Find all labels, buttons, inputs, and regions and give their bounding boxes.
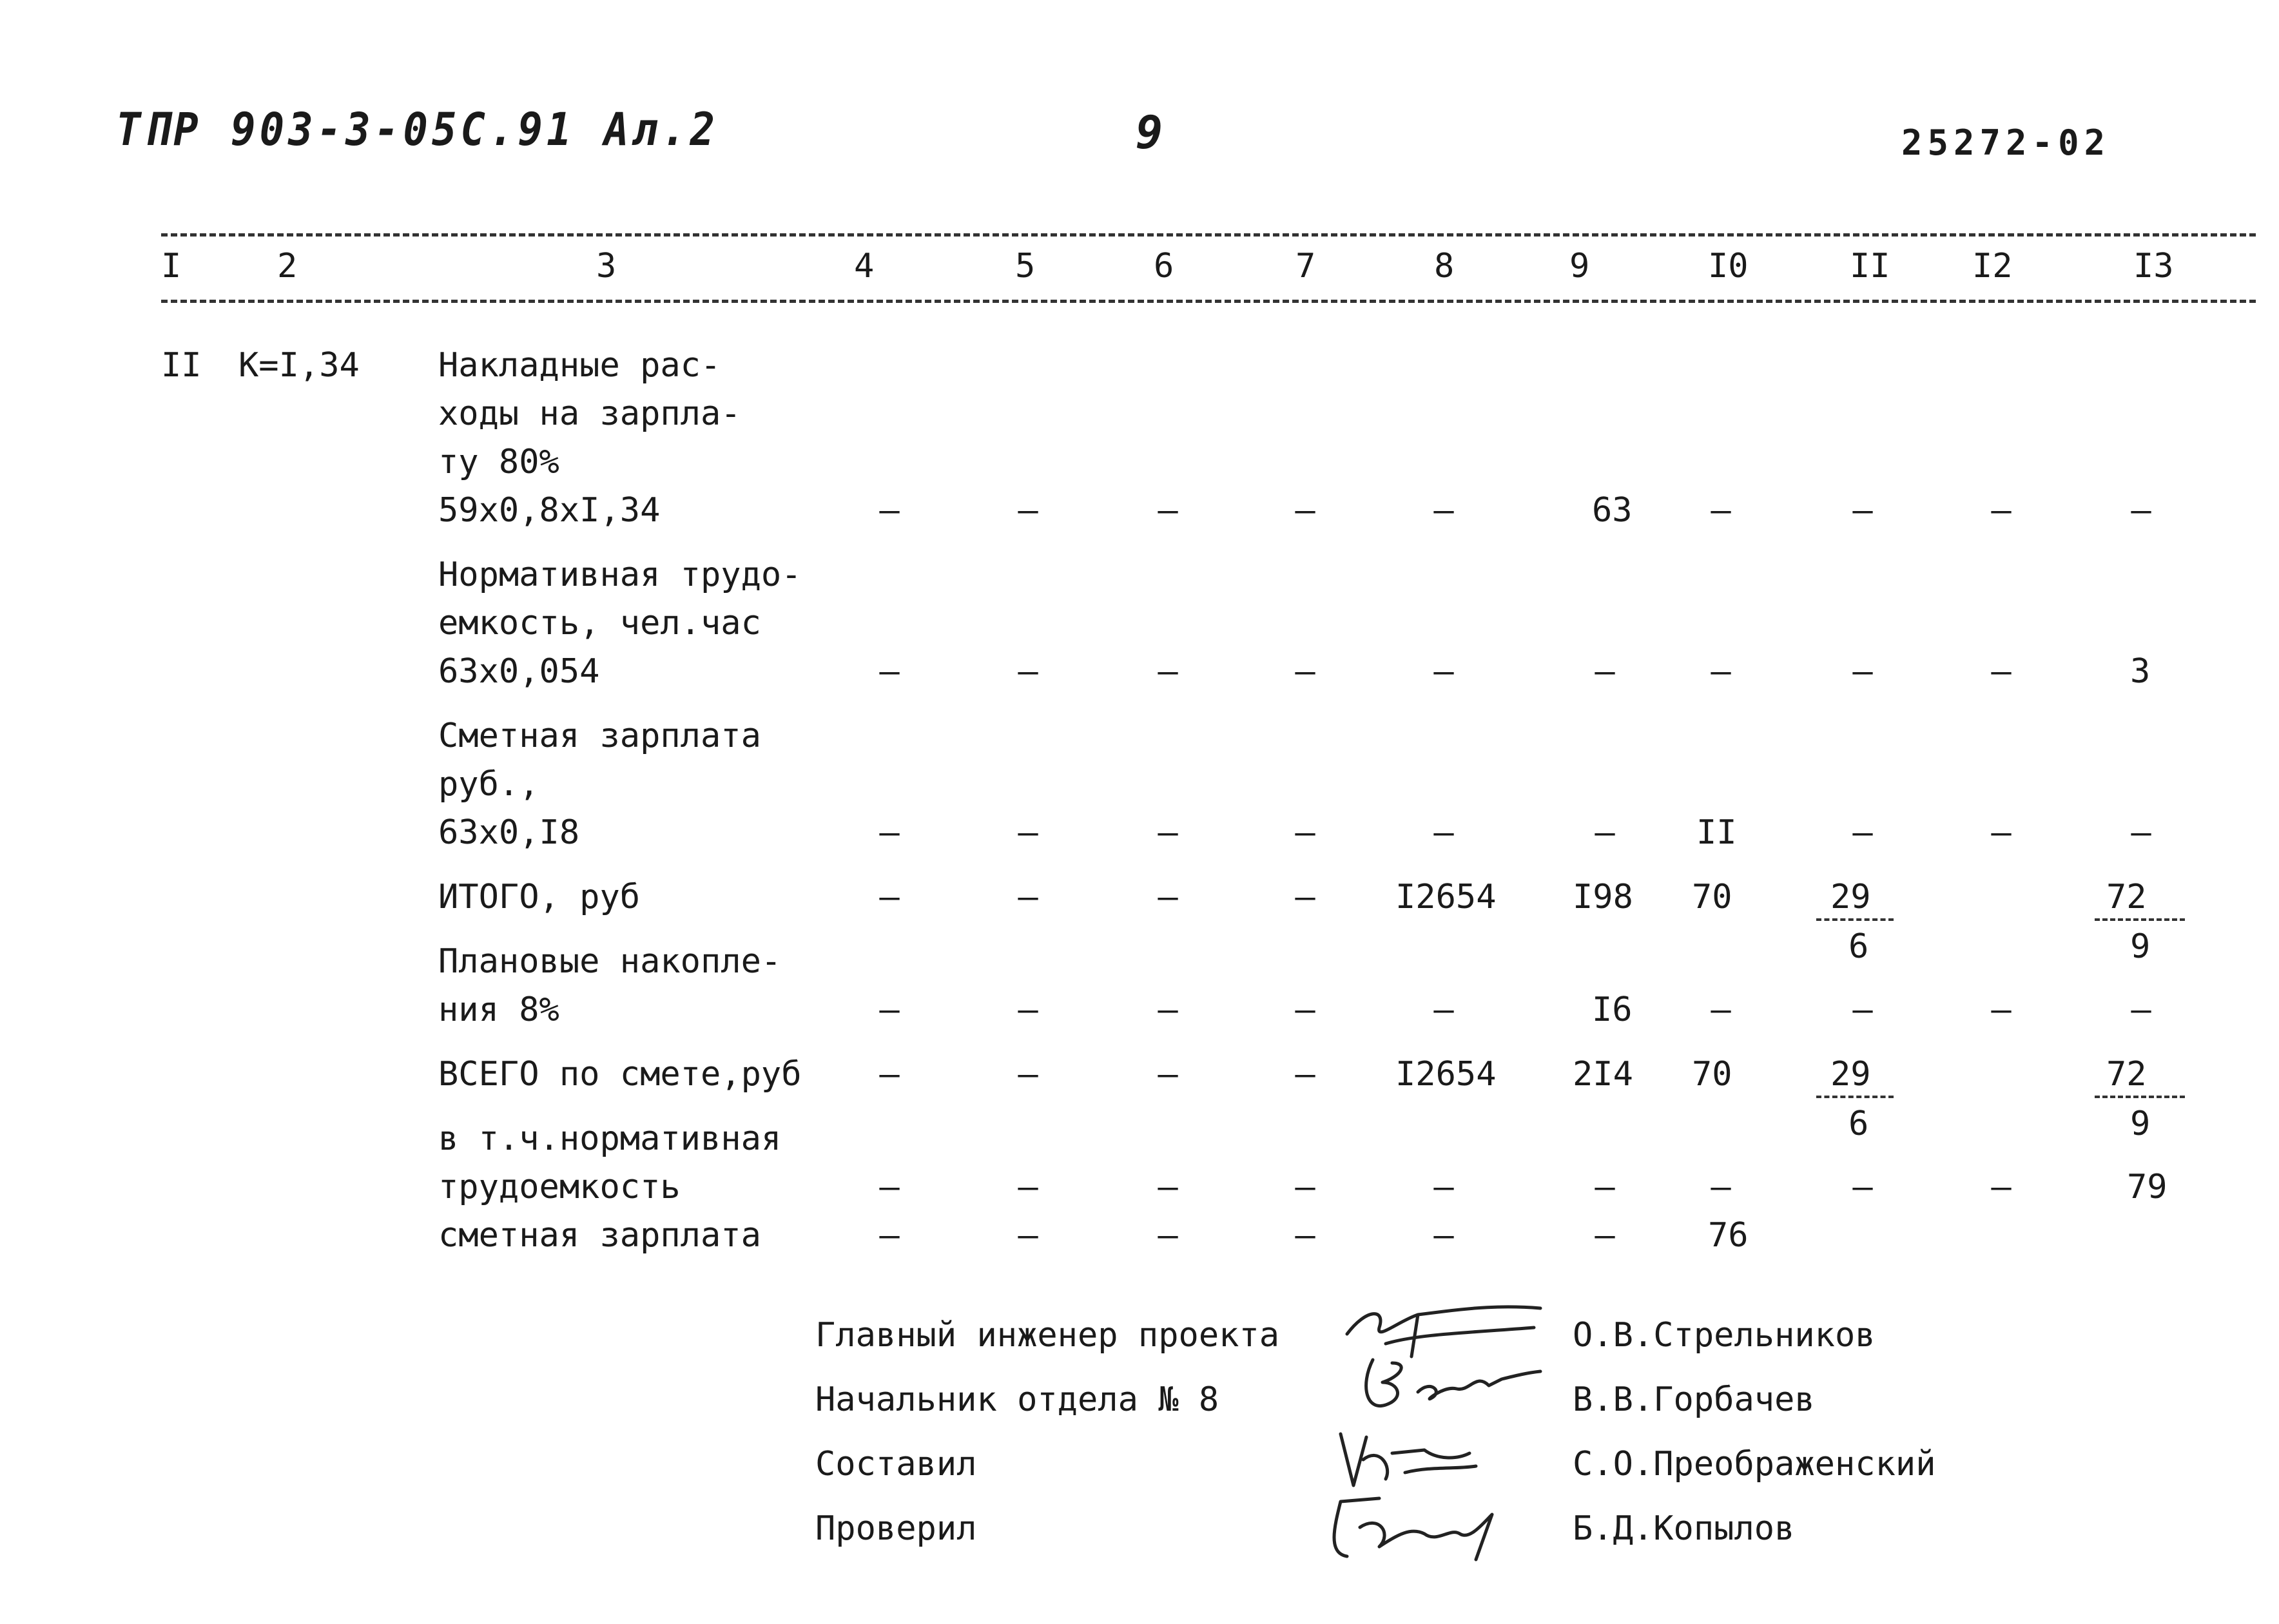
wage-label-2: руб., — [438, 765, 539, 804]
col-header-13: I3 — [2133, 247, 2174, 285]
overhead-c4: – — [879, 491, 900, 530]
total-c5: – — [1018, 878, 1038, 916]
grand-total-c9: 2I4 — [1573, 1055, 1633, 1094]
labor-c10: – — [1711, 652, 1731, 691]
overhead-c10: – — [1711, 491, 1731, 530]
col-header-4: 4 — [854, 247, 875, 285]
signatory-role-department-head: Начальник отдела № 8 — [815, 1380, 1219, 1419]
wage-c13: – — [2131, 813, 2151, 852]
wage-c12: – — [1991, 813, 2012, 852]
section-number: II — [161, 346, 202, 385]
including-labor-c9: – — [1595, 1168, 1615, 1206]
savings-label-1: Плановые накопле- — [438, 942, 782, 981]
signatory-role-compiled-by: Составил — [815, 1445, 977, 1484]
col-header-10: I0 — [1708, 247, 1749, 285]
labor-label-2: емкость, чел.час — [438, 604, 761, 643]
signatory-name-department-head: В.В.Горбачев — [1573, 1380, 1815, 1419]
savings-c6: – — [1158, 991, 1178, 1029]
savings-c7: – — [1295, 991, 1315, 1029]
wage-c4: – — [879, 813, 900, 852]
labor-c13: 3 — [2130, 652, 2151, 691]
including-wage-c8: – — [1433, 1216, 1454, 1255]
section-coefficient: К=I,34 — [238, 346, 360, 385]
including-labor-c8: – — [1433, 1168, 1454, 1206]
grand-total-c5: – — [1018, 1055, 1038, 1094]
including-labor-label: трудоемкость — [438, 1168, 681, 1206]
col-header-11: II — [1850, 247, 1890, 285]
savings-c5: – — [1018, 991, 1038, 1029]
overhead-c13: – — [2131, 491, 2151, 530]
grand-total-c8: I2654 — [1395, 1055, 1497, 1094]
savings-label-2: ния 8% — [438, 991, 559, 1029]
col-header-12: I2 — [1972, 247, 2013, 285]
wage-c8: – — [1433, 813, 1454, 852]
col-header-6: 6 — [1154, 247, 1174, 285]
wage-c9: – — [1595, 813, 1615, 852]
wage-label-1: Сметная зарплата — [438, 717, 761, 755]
overhead-label-3: ту 80% — [438, 443, 559, 481]
wage-c5: – — [1018, 813, 1038, 852]
total-c11-denominator: 6 — [1848, 927, 1869, 966]
wage-c7: – — [1295, 813, 1315, 852]
including-labor-c11: – — [1852, 1168, 1873, 1206]
including-labor-c10: – — [1711, 1168, 1731, 1206]
including-wage-label: сметная зарплата — [438, 1216, 761, 1255]
grand-total-c11-denominator: 6 — [1848, 1105, 1869, 1143]
grand-total-label: ВСЕГО по смете,руб — [438, 1055, 802, 1094]
total-c13-denominator: 9 — [2130, 927, 2151, 966]
overhead-c5: – — [1018, 491, 1038, 530]
total-c13-numerator: 72 — [2106, 878, 2147, 916]
signatory-role-chief-engineer: Главный инженер проекта — [815, 1316, 1280, 1355]
labor-c5: – — [1018, 652, 1038, 691]
including-labor-c4: – — [879, 1168, 900, 1206]
overhead-label-2: ходы на зарпла- — [438, 394, 741, 433]
signatory-name-chief-engineer: О.В.Стрельников — [1573, 1316, 1876, 1355]
including-wage-c9: – — [1595, 1216, 1615, 1255]
labor-c12: – — [1991, 652, 2012, 691]
col-header-5: 5 — [1015, 247, 1036, 285]
including-label: в т.ч.нормативная — [438, 1119, 782, 1158]
overhead-label-1: Накладные рас- — [438, 346, 721, 385]
grand-total-c10: 70 — [1692, 1055, 1732, 1094]
total-c6: – — [1158, 878, 1178, 916]
inventory-number: 25272-02 — [1901, 122, 2111, 163]
grand-total-c11-numerator: 29 — [1830, 1055, 1871, 1094]
including-labor-c13: 79 — [2127, 1168, 2167, 1206]
header-rule-bottom — [161, 300, 2256, 303]
overhead-formula: 59х0,8хI,34 — [438, 491, 661, 530]
signature-compiled-by — [1328, 1421, 1482, 1498]
signatory-name-compiled-by: С.О.Преображенский — [1573, 1445, 1936, 1484]
wage-c11: – — [1852, 813, 1873, 852]
total-label: ИТОГО, руб — [438, 878, 641, 916]
including-labor-c5: – — [1018, 1168, 1038, 1206]
labor-formula: 63х0,054 — [438, 652, 600, 691]
savings-c4: – — [879, 991, 900, 1029]
savings-c10: – — [1711, 991, 1731, 1029]
header-rule-top — [161, 233, 2256, 237]
labor-c9: – — [1595, 652, 1615, 691]
labor-label-1: Нормативная трудо- — [438, 556, 802, 594]
overhead-c6: – — [1158, 491, 1178, 530]
page-number: 9 — [1136, 106, 1167, 159]
overhead-c8: – — [1433, 491, 1454, 530]
savings-c13: – — [2131, 991, 2151, 1029]
overhead-c12: – — [1991, 491, 2012, 530]
grand-total-c4: – — [879, 1055, 900, 1094]
signature-department-head — [1347, 1347, 1553, 1424]
total-c11-numerator: 29 — [1830, 878, 1871, 916]
total-c10: 70 — [1692, 878, 1732, 916]
grand-total-c6: – — [1158, 1055, 1178, 1094]
grand-total-c7: – — [1295, 1055, 1315, 1094]
savings-c12: – — [1991, 991, 2012, 1029]
total-c11-fraction-line — [1816, 918, 1894, 921]
overhead-c11: – — [1852, 491, 1873, 530]
col-header-1: I — [161, 247, 182, 285]
including-wage-c6: – — [1158, 1216, 1178, 1255]
col-header-8: 8 — [1434, 247, 1455, 285]
total-c9: I98 — [1573, 878, 1633, 916]
wage-c10: II — [1696, 813, 1737, 852]
savings-c11: – — [1852, 991, 1873, 1029]
signatory-role-checked-by: Проверил — [815, 1509, 977, 1548]
labor-c8: – — [1433, 652, 1454, 691]
savings-c9: I6 — [1592, 991, 1633, 1029]
including-labor-c12: – — [1991, 1168, 2012, 1206]
labor-c7: – — [1295, 652, 1315, 691]
grand-total-c13-numerator: 72 — [2106, 1055, 2147, 1094]
wage-formula: 63х0,I8 — [438, 813, 580, 852]
overhead-c9: 63 — [1592, 491, 1633, 530]
col-header-3: 3 — [596, 247, 617, 285]
including-wage-c5: – — [1018, 1216, 1038, 1255]
col-header-7: 7 — [1295, 247, 1316, 285]
including-wage-c10: 76 — [1708, 1216, 1749, 1255]
including-wage-c4: – — [879, 1216, 900, 1255]
col-header-9: 9 — [1569, 247, 1590, 285]
grand-total-c11-fraction-line — [1816, 1096, 1894, 1098]
savings-c8: – — [1433, 991, 1454, 1029]
labor-c4: – — [879, 652, 900, 691]
labor-c11: – — [1852, 652, 1873, 691]
signature-checked-by — [1321, 1489, 1508, 1566]
including-labor-c6: – — [1158, 1168, 1178, 1206]
including-wage-c7: – — [1295, 1216, 1315, 1255]
total-c7: – — [1295, 878, 1315, 916]
overhead-c7: – — [1295, 491, 1315, 530]
wage-c6: – — [1158, 813, 1178, 852]
labor-c6: – — [1158, 652, 1178, 691]
grand-total-c13-denominator: 9 — [2130, 1105, 2151, 1143]
document-code: ТПР 903-3-05С.91 Ал.2 — [116, 104, 719, 157]
grand-total-c13-fraction-line — [2095, 1096, 2185, 1098]
total-c8: I2654 — [1395, 878, 1497, 916]
total-c13-fraction-line — [2095, 918, 2185, 921]
signatory-name-checked-by: Б.Д.Копылов — [1573, 1509, 1795, 1548]
col-header-2: 2 — [277, 247, 298, 285]
total-c4: – — [879, 878, 900, 916]
including-labor-c7: – — [1295, 1168, 1315, 1206]
